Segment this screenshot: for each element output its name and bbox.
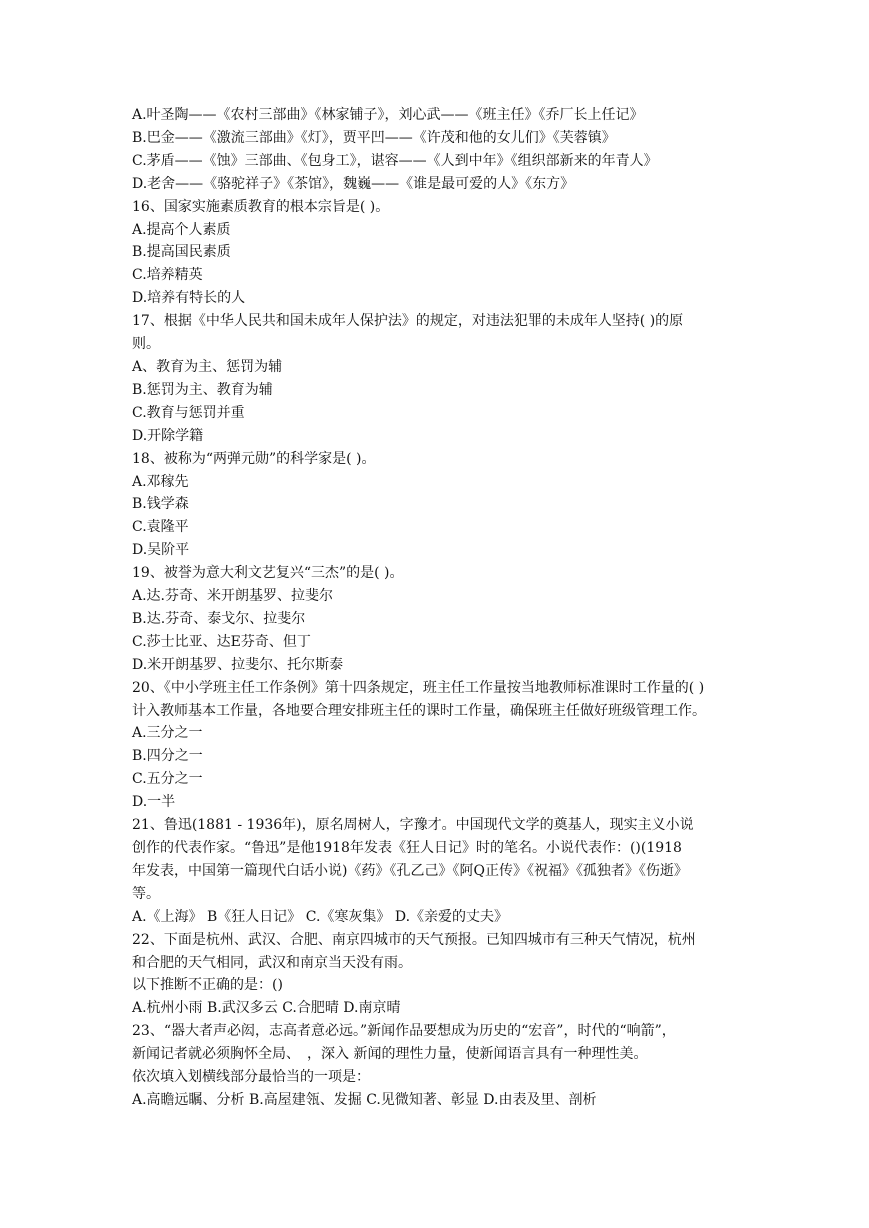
option-line: A.杭州小雨 B.武汉多云 C.合肥晴 D.南京晴 [132,1000,401,1017]
question-20-cont: 计入教师基本工作量，各地要合理安排班主任的课时工作量，确保班主任做好班级管理工作。 [132,702,706,719]
question-19: 19、被誉为意大利文艺复兴“三杰”的是( )。 [132,565,404,582]
option-line: B.钱学森 [132,496,189,513]
option-line: B.提高国民素质 [132,244,231,261]
text-line: C.茅盾——《蚀》三部曲、《包身工》，谌容——《人到中年》《组织部新来的年青人》 [132,152,658,169]
question-21-cont: 创作的代表作家。“鲁迅”是他1918年发表《狂人日记》时的笔名。小说代表作：()(1918 [132,840,682,856]
option-line: D.一半 [132,794,176,811]
option-line: D.米开朗基罗、拉斐尔、托尔斯泰 [132,656,344,673]
question-21-cont: 等。 [132,885,160,902]
option-line: C.袁隆平 [132,519,189,536]
option-line: B.达.芬奇、泰戈尔、拉斐尔 [132,610,306,627]
question-21: 21、鲁迅(1881 - 1936年)，原名周树人，字豫才。中国现代文学的奠基人，现实主义小说 [132,817,694,834]
option-line: A.邓稼先 [132,473,189,490]
question-16: 16、国家实施素质教育的根本宗旨是( )。 [132,198,390,215]
question-23: 23、“器大者声必闳，志高者意必远。”新闻作品要想成为历史的“宏音”，时代的“响箭”， [132,1023,676,1040]
option-line: C.教育与惩罚并重 [132,404,245,421]
option-line: A.高瞻远瞩、分析 B.高屋建瓴、发掘 C.见微知著、彰显 D.由表及里、剖析 [132,1091,597,1108]
option-line: A.《上海》 B《狂人日记》 C.《寒灰集》 D.《亲爱的丈夫》 [132,908,509,925]
question-22: 22、下面是杭州、武汉、合肥、南京四城市的天气预报。已知四城市有三种天气情况，杭州 [132,931,696,948]
question-18: 18、被称为“两弹元勋”的科学家是( )。 [132,450,376,467]
question-22-cont: 和合肥的天气相同，武汉和南京当天没有雨。 [132,954,412,971]
question-17: 17、根据《中华人民共和国未成年人保护法》的规定，对违法犯罪的未成年人坚持( )的原 [132,313,684,330]
document-body [132,104,742,1112]
option-line: C.培养精英 [132,267,203,284]
text-line: D.老舍——《骆驼祥子》《茶馆》，魏巍——《谁是最可爱的人》《东方》 [132,175,575,192]
option-line: A.三分之一 [132,725,203,742]
question-21-cont: 年发表，中国第一篇现代白话小说)《药》《孔乙己》《阿Q正传》《祝福》《孤独者》《伤逝》 [132,862,688,879]
question-17-cont: 则。 [132,336,160,353]
option-line: B.惩罚为主、教育为辅 [132,381,273,398]
option-line: C.莎士比亚、达E芬奇、但丁 [132,633,311,650]
option-line: A.提高个人素质 [132,221,231,238]
question-22-cont: 以下推断不正确的是：() [132,977,283,994]
option-line: B.四分之一 [132,748,203,765]
option-line: D.吴阶平 [132,542,190,559]
option-line: A.达.芬奇、米开朗基罗、拉斐尔 [132,588,334,605]
question-23-cont: 依次填入划横线部分最恰当的一项是： [132,1069,370,1086]
option-line: D.培养有特长的人 [132,290,246,307]
option-line: A、教育为主、惩罚为辅 [132,358,283,375]
question-20: 20、《中小学班主任工作条例》第十四条规定，班主任工作量按当地教师标准课时工作量的( ) [132,679,705,696]
text-line: B.巴金——《激流三部曲》《灯》，贾平凹——《许茂和他的女儿们》《芙蓉镇》 [132,129,616,146]
option-line: C.五分之一 [132,771,203,788]
question-23-cont: 新闻记者就必须胸怀全局、 ，深入 新闻的理性力量，使新闻语言具有一种理性美。 [132,1046,648,1063]
text-line: A.叶圣陶——《农村三部曲》《林家铺子》，刘心武——《班主任》《乔厂长上任记》 [132,107,644,123]
option-line: D.开除学籍 [132,427,204,444]
